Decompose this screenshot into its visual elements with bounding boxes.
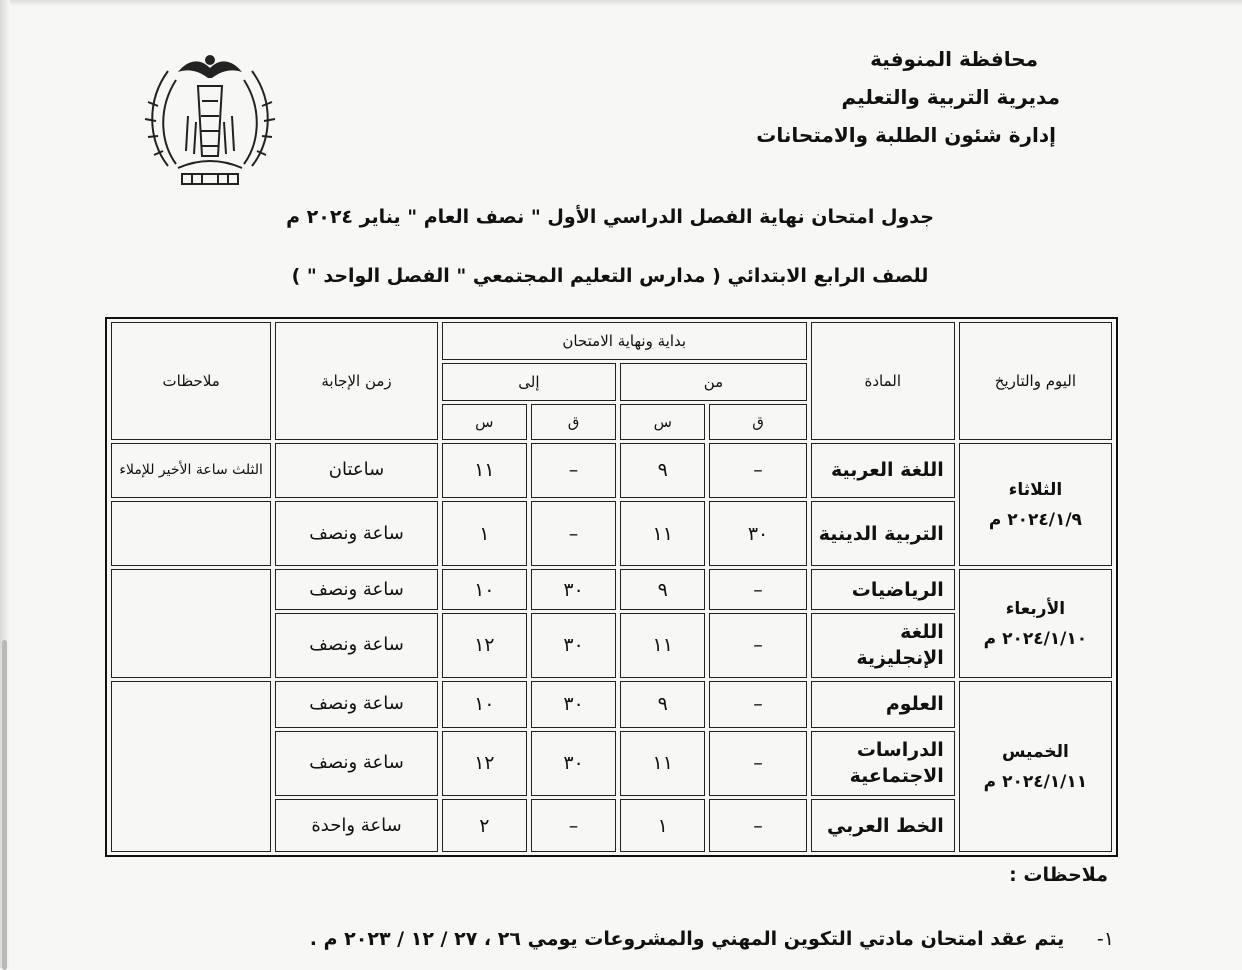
from-hours-cell: ٩ <box>620 443 705 498</box>
header-to-minutes: ق <box>531 404 616 440</box>
governorate-name: محافظة المنوفية <box>870 47 1038 71</box>
from-minutes-cell: – <box>709 681 806 727</box>
from-hours-cell: ١١ <box>620 731 705 797</box>
to-hours-cell: ١٠ <box>442 569 527 609</box>
to-hours-cell: ١ <box>442 501 527 567</box>
note-cell: الثلث ساعة الأخير للإملاء <box>111 443 271 498</box>
to-hours-cell: ٢ <box>442 799 527 852</box>
subject-cell: التربية الدينية <box>811 501 955 567</box>
subject-cell: الخط العربي <box>811 799 955 852</box>
exam-schedule-table <box>105 317 1118 857</box>
schedule-title: جدول امتحان نهاية الفصل الدراسي الأول " نصف العام " يناير ٢٠٢٤ م <box>286 206 934 228</box>
to-minutes-cell: – <box>531 501 616 567</box>
to-hours-cell: ١٢ <box>442 731 527 797</box>
note-cell <box>111 681 271 852</box>
from-minutes-cell: ٣٠ <box>709 501 806 567</box>
table-row <box>111 681 1112 727</box>
header-duration: زمن الإجابة <box>275 322 437 440</box>
from-hours-cell: ١١ <box>620 501 705 567</box>
to-hours-cell: ١٢ <box>442 613 527 679</box>
subject-cell: الرياضيات <box>811 569 955 609</box>
schedule-subtitle: للصف الرابع الابتدائي ( مدارس التعليم المجتمعي " الفصل الواحد " ) <box>291 265 929 287</box>
day-date: ٢٠٢٤/١/٩ م <box>988 509 1082 530</box>
day-name: الثلاثاء <box>1008 479 1063 500</box>
notes-heading: ملاحظات : <box>1009 864 1108 886</box>
duration-cell: ساعة ونصف <box>275 613 437 679</box>
header-from-minutes: ق <box>709 404 806 440</box>
to-hours-cell: ١١ <box>442 443 527 498</box>
header-to: إلى <box>442 363 616 401</box>
note-cell <box>111 569 271 678</box>
table-row <box>111 443 1112 498</box>
duration-cell: ساعة ونصف <box>275 681 437 727</box>
note-text: يتم عقد امتحان مادتي التكوين المهني والمشروعات يومي ٢٦ ، ٢٧ / ١٢ / ٢٠٢٣ م . <box>309 928 1065 950</box>
subject-cell: الدراسات الاجتماعية <box>811 731 955 797</box>
day-date: ٢٠٢٤/١/١١ م <box>983 771 1088 792</box>
scrollbar[interactable] <box>2 640 7 970</box>
subject-cell: اللغة الإنجليزية <box>811 613 955 679</box>
header-subject: المادة <box>811 322 955 440</box>
from-minutes-cell: – <box>709 443 806 498</box>
day-name: الخميس <box>1001 741 1069 762</box>
page-edge-top <box>0 0 1242 6</box>
from-hours-cell: ١ <box>620 799 705 852</box>
duration-cell: ساعة واحدة <box>275 799 437 852</box>
department-name: إدارة شئون الطلبة والامتحانات <box>756 123 1056 147</box>
day-cell <box>959 569 1112 678</box>
to-hours-cell: ١٠ <box>442 681 527 727</box>
duration-cell: ساعة ونصف <box>275 569 437 609</box>
day-date: ٢٠٢٤/١/١٠ م <box>983 628 1088 649</box>
header-to-hours: س <box>442 404 527 440</box>
from-hours-cell: ٩ <box>620 681 705 727</box>
day-cell <box>959 681 1112 852</box>
duration-cell: ساعتان <box>275 443 437 498</box>
document-header <box>756 40 1060 154</box>
table-row <box>111 569 1112 609</box>
note-item <box>310 928 1114 950</box>
header-exam-time: بداية ونهاية الامتحان <box>442 322 807 360</box>
header-from-hours: س <box>620 404 705 440</box>
subject-cell: العلوم <box>811 681 955 727</box>
to-minutes-cell: ٣٠ <box>531 613 616 679</box>
from-minutes-cell: – <box>709 613 806 679</box>
to-minutes-cell: – <box>531 799 616 852</box>
header-day-date: اليوم والتاريخ <box>959 322 1112 440</box>
header-notes: ملاحظات <box>111 322 271 440</box>
day-name: الأربعاء <box>1005 598 1066 619</box>
to-minutes-cell: ٣٠ <box>531 731 616 797</box>
to-minutes-cell: ٣٠ <box>531 681 616 727</box>
from-hours-cell: ٩ <box>620 569 705 609</box>
day-cell <box>959 443 1112 566</box>
from-minutes-cell: – <box>709 799 806 852</box>
directorate-name: مديرية التربية والتعليم <box>841 85 1060 109</box>
to-minutes-cell: – <box>531 443 616 498</box>
note-number: ١- <box>1096 928 1114 950</box>
header-from: من <box>620 363 807 401</box>
governorate-emblem-icon <box>138 46 282 188</box>
to-minutes-cell: ٣٠ <box>531 569 616 609</box>
from-minutes-cell: – <box>709 731 806 797</box>
duration-cell: ساعة ونصف <box>275 731 437 797</box>
from-minutes-cell: – <box>709 569 806 609</box>
subject-cell: اللغة العربية <box>811 443 955 498</box>
from-hours-cell: ١١ <box>620 613 705 679</box>
note-cell <box>111 501 271 567</box>
duration-cell: ساعة ونصف <box>275 501 437 567</box>
